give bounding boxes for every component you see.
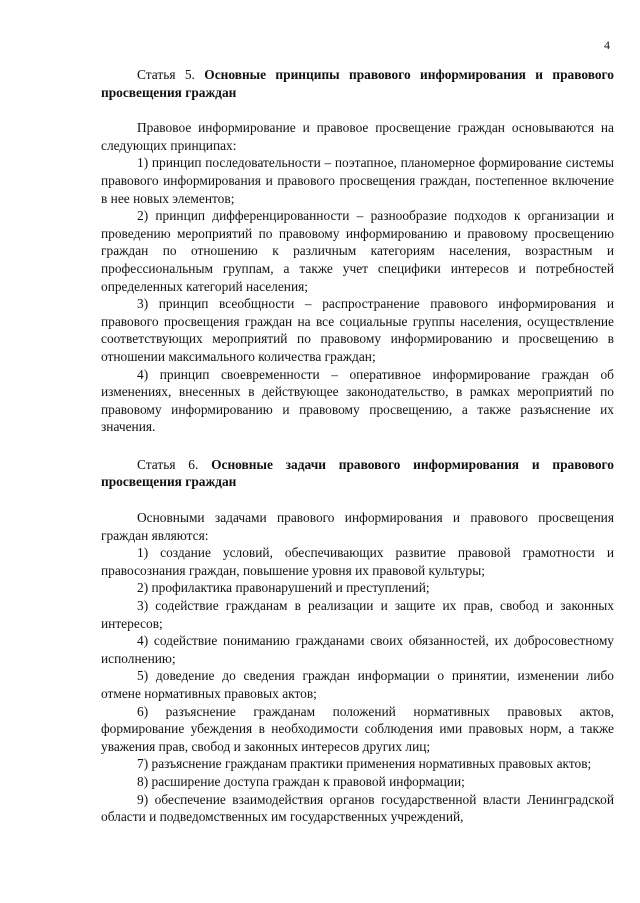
article-6-item-4: 4) содействие пониманию гражданами своих обязанностей, их добросовестному исполнению; — [101, 633, 614, 666]
article-6-item-9: 9) обеспечение взаимодействия органов государственной власти Ленинградской области и подведомственных им государственных учреждений, — [101, 791, 614, 825]
spacer — [101, 436, 614, 456]
spacer — [101, 491, 614, 509]
article-6-item-7: 7) разъяснение гражданам практики применения нормативных правовых актов; — [137, 756, 592, 772]
page-number: 4 — [604, 38, 610, 52]
article-6-heading — [101, 456, 614, 491]
article-5-item-2: 2) принцип дифференцированности – разнообразие подходов к организации и проведению мероприятий по правовому информированию и правовому просвещению граждан по отношению к различным категориям населения, возрастным и профессиональным группам, а также учет специфики интересов и потребностей определенных категорий населения; — [101, 208, 614, 294]
article-6-prefix: Статья 6. — [137, 456, 212, 472]
article-6-intro: Основными задачами правового информирования и правового просвещения граждан являются: — [101, 510, 614, 543]
article-6-item-8: 8) расширение доступа граждан к правовой информации; — [137, 773, 465, 789]
article-6-item-3: 3) содействие гражданам в реализации и защите их прав, свобод и законных интересов; — [101, 598, 614, 631]
article-6-item-2: 2) профилактика правонарушений и преступлений; — [137, 580, 430, 596]
article-6-item-1: 1) создание условий, обеспечивающих развитие правовой грамотности и правосознания граждан, повышение уровня их правовой культуры; — [101, 545, 614, 578]
article-5-item-1: 1) принцип последовательности – поэтапное, планомерное формирование системы правового информирования и правового просвещения граждан, постепенное включение в нее новых элементов; — [101, 155, 614, 206]
article-6-title: Основные задачи правового информирования и правового просвещения граждан — [101, 456, 614, 490]
article-6-item-5: 5) доведение до сведения граждан информации о принятии, изменении либо отмене нормативных правовых актов; — [101, 668, 614, 701]
article-5-prefix: Статья 5. — [137, 67, 205, 82]
article-5-heading — [101, 66, 614, 101]
document-body — [101, 66, 614, 826]
spacer — [101, 101, 614, 119]
article-5-intro: Правовое информирование и правовое просвещение граждан основываются на следующих принципах: — [101, 120, 614, 153]
article-5-item-3: 3) принцип всеобщности – распространение правового информирования и правового просвещения граждан на все социальные группы населения, осуществление соответствующих мероприятий по правовому информированию и просвещению в отношении максимального количества граждан; — [101, 296, 614, 364]
article-5-item-4: 4) принцип своевременности – оперативное информирование граждан об изменениях, внесенных в действующее законодательство, в рамках мероприятий по правовому информированию и правовому просвещению, а также разъяснение их значения. — [101, 366, 614, 435]
article-5-title: Основные принципы правового информирования и правового просвещения граждан — [101, 67, 614, 100]
article-6-item-6: 6) разъяснение гражданам положений нормативных правовых актов, формирование убеждения в необходимости соблюдения ими правовых норм, а также уважения прав, свобод и законных интересов других лиц; — [101, 703, 614, 754]
